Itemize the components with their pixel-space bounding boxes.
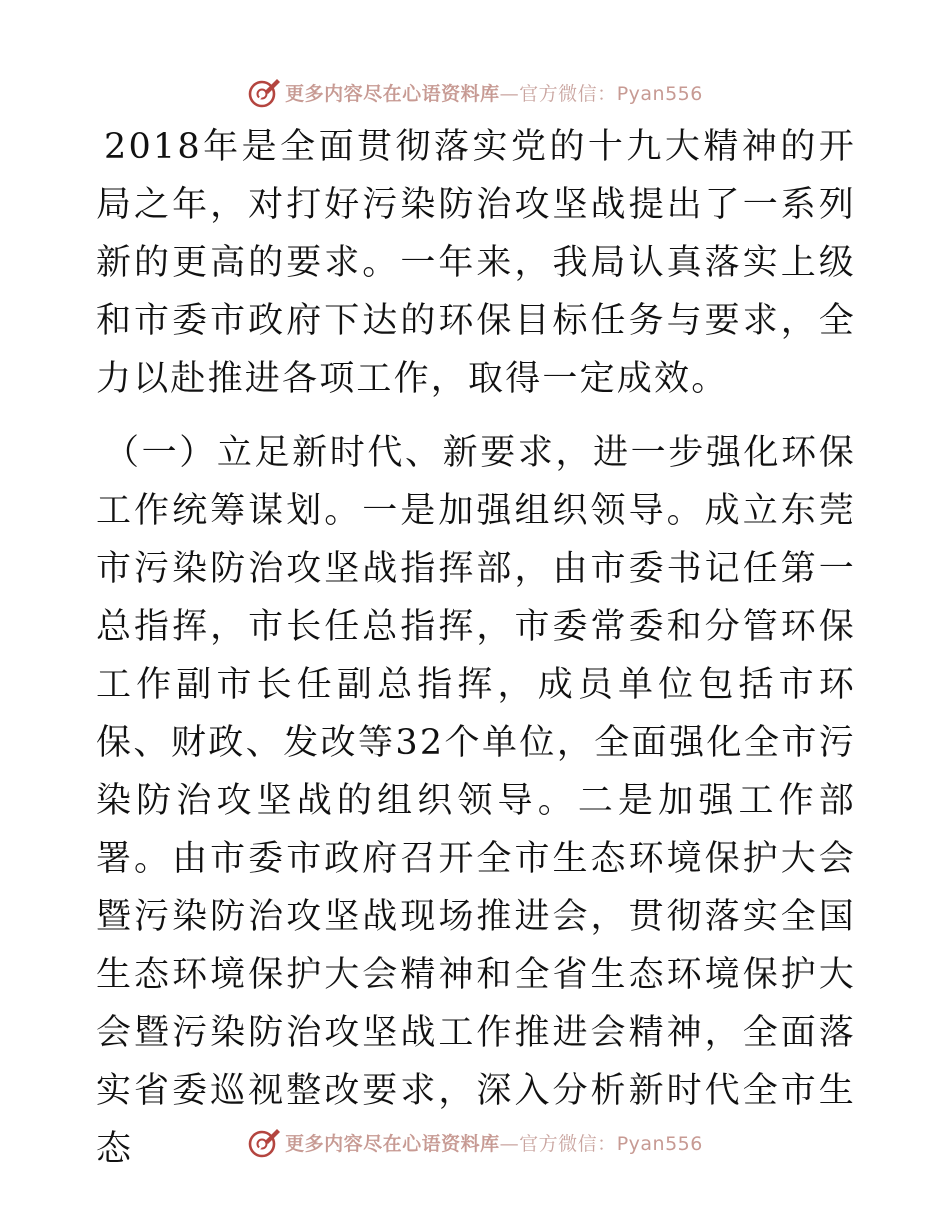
- watermark-wechat-id: Pyan556: [616, 1132, 703, 1155]
- watermark-text: [285, 79, 703, 106]
- watermark-wechat-label: 官方微信：: [519, 1132, 617, 1155]
- watermark-brand: 更多内容尽在心语资料库: [285, 82, 500, 105]
- watermark-brand: 更多内容尽在心语资料库: [285, 1132, 500, 1155]
- watermark-wechat-label: 官方微信：: [519, 82, 617, 105]
- watermark-header: [0, 72, 950, 112]
- pen-logo-icon: [247, 75, 281, 109]
- watermark-separator: —: [499, 1132, 520, 1155]
- watermark-footer: [0, 1122, 950, 1162]
- paragraph-intro: 2018年是全面贯彻落实党的十九大精神的开局之年，对打好污染防治攻坚战提出了一系列新的更高的要求。一年来，我局认真落实上级和市委市政府下达的环保目标任务与要求，全力以赴推进各项工作，取得一定成效。: [96, 127, 856, 399]
- document-body: [96, 118, 856, 1178]
- watermark-text: [285, 1129, 703, 1156]
- pen-logo-icon: [247, 1125, 281, 1159]
- watermark-separator: —: [499, 82, 520, 105]
- watermark-wechat-id: Pyan556: [616, 82, 703, 105]
- paragraph-section-one: （一）立足新时代、新要求，进一步强化环保工作统筹谋划。一是加强组织领导。成立东莞市污染防治攻坚战指挥部，由市委书记任第一总指挥，市长任总指挥，市委常委和分管环保工作副市长任副总指挥，成员单位包括市环保、财政、发改等32个单位，全面强化全市污染防治攻坚战的组织领导。二是加强工作部署。由市委市政府召开全市生态环境保护大会暨污染防治攻坚战现场推进会，贯彻落实全国生态环境保护大会精神和全省生态环境保护大会暨污染防治攻坚战工作推进会精神，全面落实省委巡视整改要求，深入分析新时代全市生态: [96, 433, 856, 1169]
